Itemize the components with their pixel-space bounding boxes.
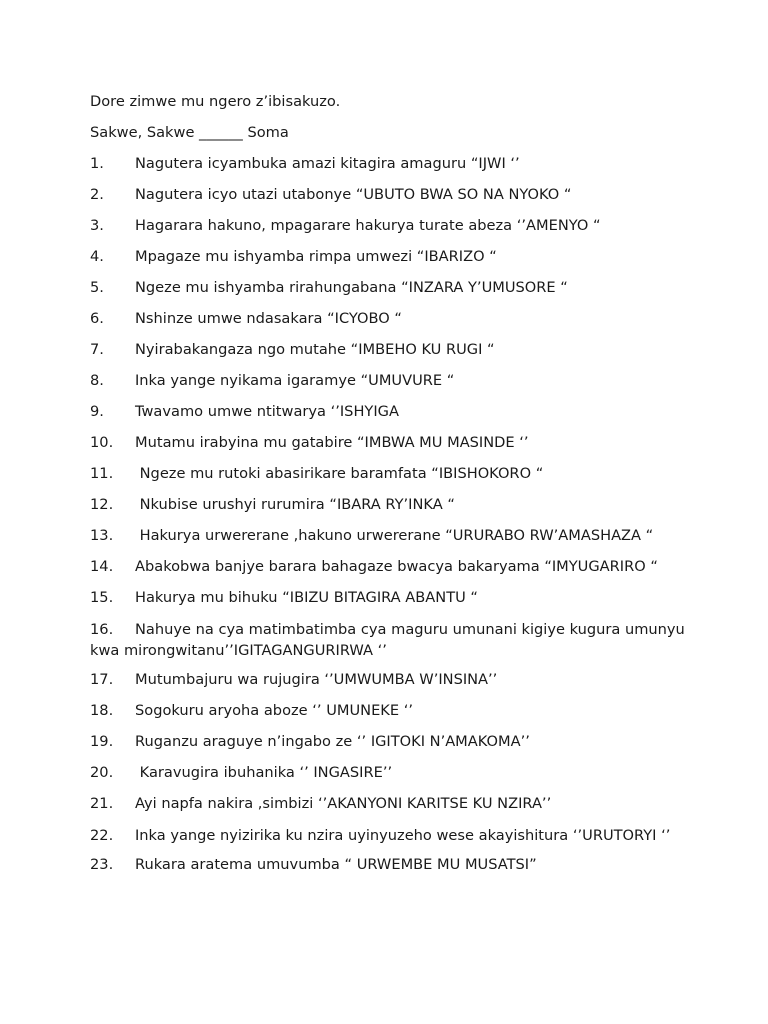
list-item bbox=[90, 526, 690, 546]
item-number: 11. bbox=[90, 465, 114, 482]
item-text: Mutumbajuru wa rujugira ‘’UMWUMBA W’INSINA’’ bbox=[135, 671, 498, 688]
list-item bbox=[90, 340, 690, 360]
item-text: Mutamu irabyina mu gatabire “IMBWA MU MASINDE ‘’ bbox=[135, 434, 529, 451]
item-text: Ngeze mu rutoki abasirikare baramfata “IBISHOKORO “ bbox=[135, 465, 544, 482]
list-item bbox=[90, 309, 690, 329]
item-number: 16. bbox=[90, 621, 114, 638]
item-text: Nkubise urushyi rurumira “IBARA RY’INKA “ bbox=[135, 496, 455, 513]
item-number: 4. bbox=[90, 248, 104, 265]
riddle-call-text: Sakwe, Sakwe ______ Soma bbox=[90, 124, 289, 141]
item-text: Nagutera icyambuka amazi kitagira amaguru “IJWI ‘’ bbox=[135, 155, 520, 172]
item-text: Nahuye na cya matimbatimba cya maguru umunani kigiye kugura umunyu kwa mirongwitanu’’IGITAGANGURIRWA ‘’ bbox=[90, 621, 685, 659]
item-number: 18. bbox=[90, 702, 114, 719]
item-text: Karavugira ibuhanika ‘’ INGASIRE’’ bbox=[135, 764, 393, 781]
item-text: Inka yange nyikama igaramye “UMUVURE “ bbox=[135, 372, 455, 389]
list-item bbox=[90, 247, 690, 267]
item-number: 20. bbox=[90, 764, 114, 781]
list-item bbox=[90, 855, 690, 875]
list-item bbox=[90, 794, 690, 814]
item-number: 9. bbox=[90, 403, 104, 420]
intro-text: Dore zimwe mu ngero z’ibisakuzo. bbox=[90, 93, 341, 110]
list-item bbox=[90, 185, 690, 205]
item-text: Inka yange nyizirika ku nzira uyinyuzeho wese akayishitura ‘’URUTORYI ‘’ bbox=[135, 827, 671, 844]
item-number: 23. bbox=[90, 856, 114, 873]
list-item bbox=[90, 619, 690, 661]
list-item bbox=[90, 216, 690, 236]
item-text: Twavamo umwe ntitwarya ‘’ISHYIGA bbox=[135, 403, 399, 420]
list-item bbox=[90, 464, 690, 484]
list-item bbox=[90, 433, 690, 453]
list-item bbox=[90, 732, 690, 752]
item-text: Nyirabakangaza ngo mutahe “IMBEHO KU RUGI “ bbox=[135, 341, 495, 358]
document-page bbox=[90, 92, 690, 886]
item-number: 13. bbox=[90, 527, 114, 544]
item-number: 6. bbox=[90, 310, 104, 327]
item-number: 12. bbox=[90, 496, 114, 513]
list-item bbox=[90, 495, 690, 515]
item-text: Nagutera icyo utazi utabonye “UBUTO BWA SO NA NYOKO “ bbox=[135, 186, 572, 203]
item-number: 5. bbox=[90, 279, 104, 296]
list-item bbox=[90, 701, 690, 721]
item-number: 7. bbox=[90, 341, 104, 358]
item-text: Hakurya urwererane ,hakuno urwererane “URURABO RW’AMASHAZA “ bbox=[135, 527, 654, 544]
list-item bbox=[90, 557, 690, 577]
list-item bbox=[90, 402, 690, 422]
list-item bbox=[90, 371, 690, 391]
list-item bbox=[90, 670, 690, 690]
item-text: Hagarara hakuno, mpagarare hakurya turate abeza ‘’AMENYO “ bbox=[135, 217, 601, 234]
item-text: Mpagaze mu ishyamba rimpa umwezi “IBARIZO “ bbox=[135, 248, 497, 265]
item-number: 2. bbox=[90, 186, 104, 203]
item-number: 8. bbox=[90, 372, 104, 389]
list-item bbox=[90, 154, 690, 174]
item-text: Sogokuru aryoha aboze ‘’ UMUNEKE ‘’ bbox=[135, 702, 413, 719]
item-text: Rukara aratema umuvumba “ URWEMBE MU MUSATSI” bbox=[135, 856, 537, 873]
item-number: 22. bbox=[90, 827, 114, 844]
item-text: Nshinze umwe ndasakara “ICYOBO “ bbox=[135, 310, 402, 327]
item-number: 3. bbox=[90, 217, 104, 234]
item-text: Ngeze mu ishyamba rirahungabana “INZARA Y’UMUSORE “ bbox=[135, 279, 568, 296]
item-number: 14. bbox=[90, 558, 114, 575]
item-number: 10. bbox=[90, 434, 114, 451]
item-number: 19. bbox=[90, 733, 114, 750]
item-text: Hakurya mu bihuku “IBIZU BITAGIRA ABANTU “ bbox=[135, 589, 478, 606]
item-number: 21. bbox=[90, 795, 114, 812]
list-item bbox=[90, 825, 690, 846]
item-number: 17. bbox=[90, 671, 114, 688]
item-text: Abakobwa banjye barara bahagaze bwacya bakaryama “IMYUGARIRO “ bbox=[135, 558, 658, 575]
list-item bbox=[90, 588, 690, 608]
item-number: 1. bbox=[90, 155, 104, 172]
item-number: 15. bbox=[90, 589, 114, 606]
item-text: Ruganzu araguye n’ingabo ze ‘’ IGITOKI N’AMAKOMA’’ bbox=[135, 733, 530, 750]
item-text: Ayi napfa nakira ,simbizi ‘’AKANYONI KARITSE KU NZIRA’’ bbox=[135, 795, 552, 812]
list-item bbox=[90, 278, 690, 298]
list-item bbox=[90, 763, 690, 783]
